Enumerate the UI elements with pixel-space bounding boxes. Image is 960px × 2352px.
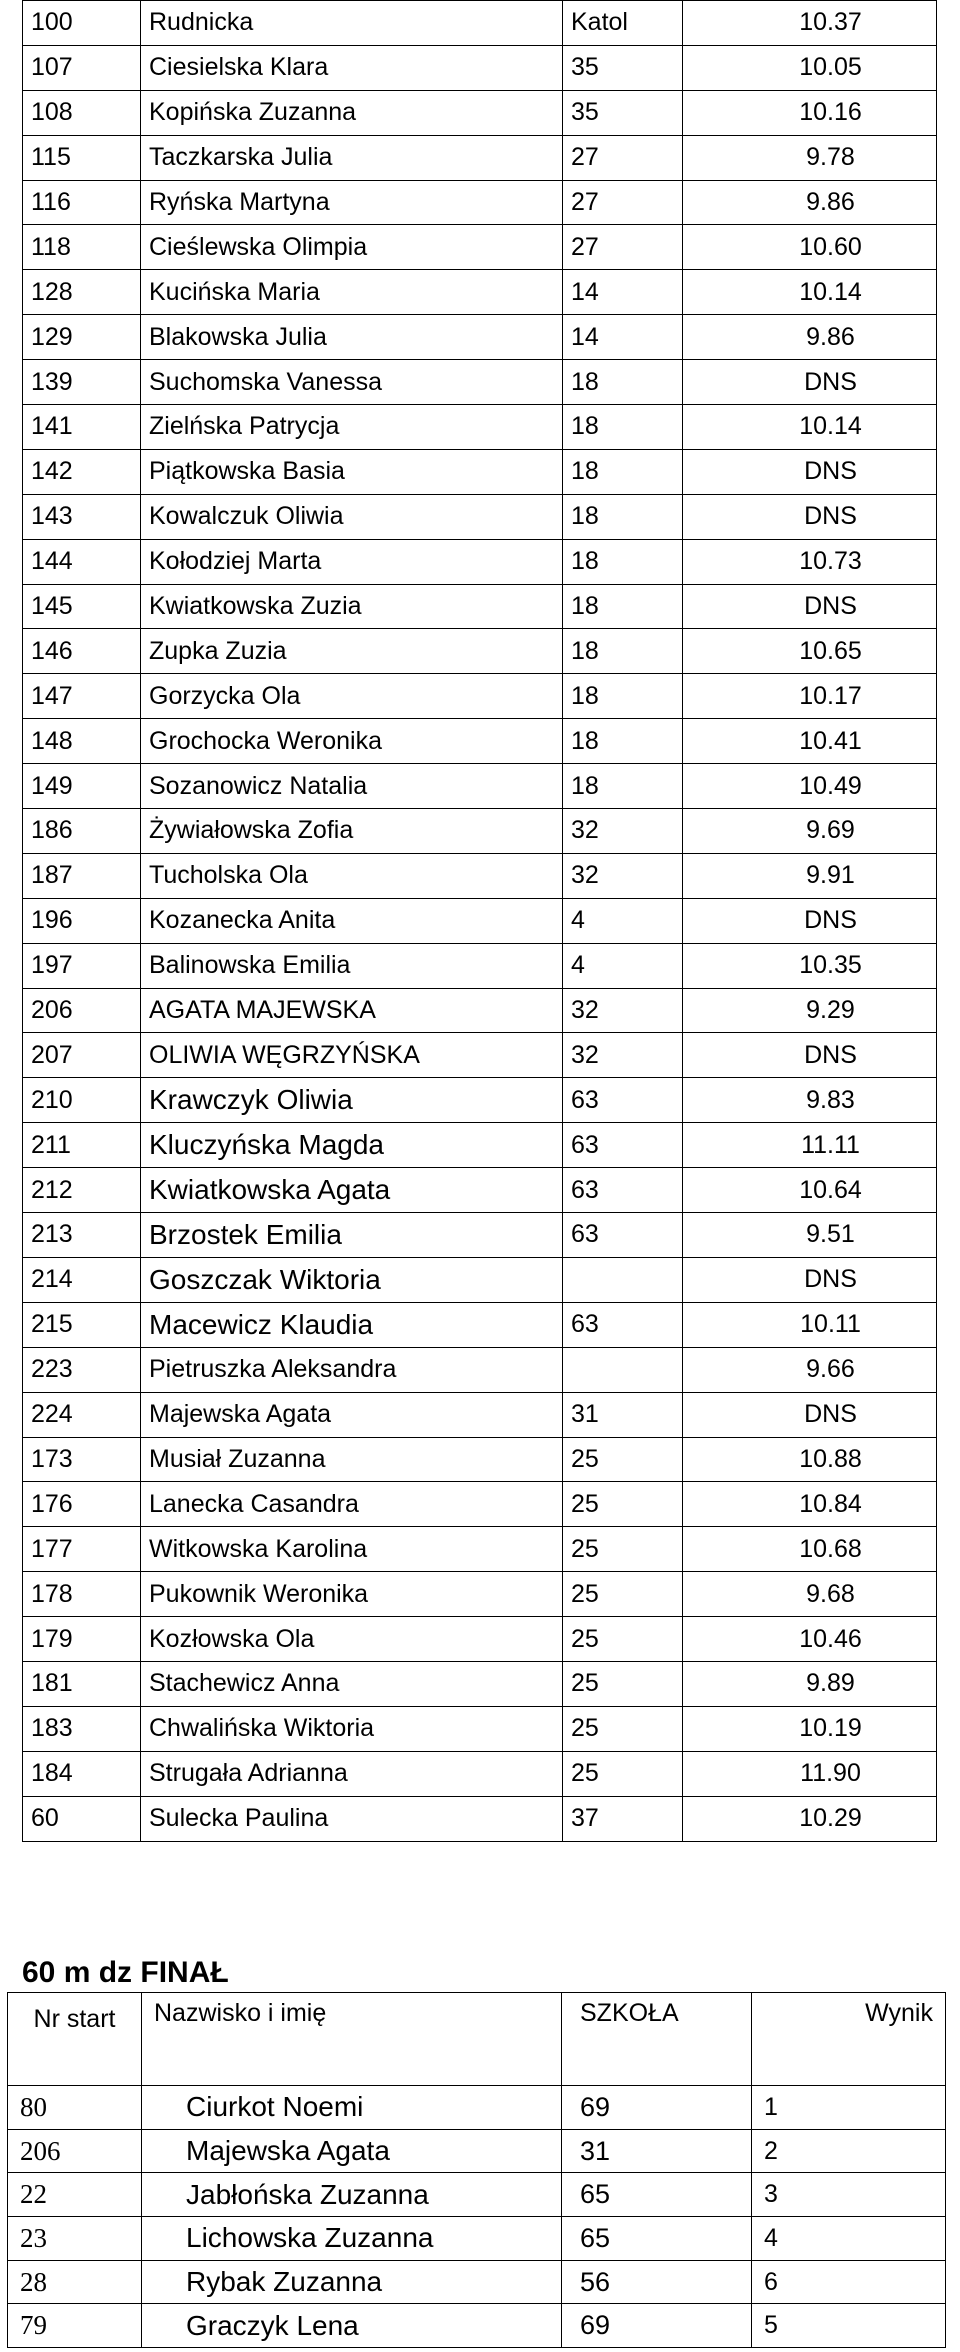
school-cell: 31 xyxy=(563,1392,683,1437)
final-place-cell: 4 xyxy=(752,2217,946,2261)
start-number-cell: 196 xyxy=(23,898,141,943)
athlete-name-cell: Piątkowska Basia xyxy=(141,449,563,494)
start-number-cell: 186 xyxy=(23,809,141,854)
start-number-cell: 187 xyxy=(23,853,141,898)
school-cell: 18 xyxy=(563,449,683,494)
school-cell: 25 xyxy=(563,1527,683,1572)
school-cell: 27 xyxy=(563,135,683,180)
final-table-row xyxy=(8,2086,946,2130)
school-cell: 25 xyxy=(563,1572,683,1617)
result-cell: 10.68 xyxy=(683,1527,937,1572)
athlete-name-cell: Kopińska Zuzanna xyxy=(141,90,563,135)
table-row xyxy=(23,45,937,90)
result-cell: 10.41 xyxy=(683,719,937,764)
final-athlete-name-cell: Ciurkot Noemi xyxy=(142,2086,562,2130)
start-number-cell: 178 xyxy=(23,1572,141,1617)
athlete-name-cell: Suchomska Vanessa xyxy=(141,360,563,405)
result-cell: DNS xyxy=(683,898,937,943)
athlete-name-cell: AGATA MAJEWSKA xyxy=(141,988,563,1033)
final-place-cell: 5 xyxy=(752,2304,946,2348)
table-row xyxy=(23,1751,937,1796)
result-cell: 9.86 xyxy=(683,315,937,360)
start-number-cell: 177 xyxy=(23,1527,141,1572)
table-row xyxy=(23,1661,937,1706)
athlete-name-cell: Goszczak Wiktoria xyxy=(141,1257,563,1302)
school-cell: 27 xyxy=(563,180,683,225)
school-cell: 63 xyxy=(563,1168,683,1213)
start-number-cell: 143 xyxy=(23,494,141,539)
table-row xyxy=(23,1347,937,1392)
result-cell: 10.46 xyxy=(683,1617,937,1662)
final-start-number-cell: 28 xyxy=(8,2260,142,2304)
athlete-name-cell: Rudnicka xyxy=(141,1,563,46)
header-school: SZKOŁA xyxy=(562,1993,752,2086)
start-number-cell: 115 xyxy=(23,135,141,180)
table-row xyxy=(23,1482,937,1527)
result-cell: 9.89 xyxy=(683,1661,937,1706)
school-cell: 18 xyxy=(563,584,683,629)
start-number-cell: 149 xyxy=(23,764,141,809)
result-cell: 9.91 xyxy=(683,853,937,898)
table-row xyxy=(23,405,937,450)
start-number-cell: 141 xyxy=(23,405,141,450)
athlete-name-cell: Musiał Zuzanna xyxy=(141,1437,563,1482)
athlete-name-cell: Kluczyńska Magda xyxy=(141,1123,563,1168)
athlete-name-cell: Kołodziej Marta xyxy=(141,539,563,584)
school-cell xyxy=(563,1347,683,1392)
table-row xyxy=(23,1572,937,1617)
athlete-name-cell: Taczkarska Julia xyxy=(141,135,563,180)
result-cell: 9.51 xyxy=(683,1213,937,1258)
final-table-body xyxy=(8,1993,946,2348)
result-cell: 10.05 xyxy=(683,45,937,90)
start-number-cell: 212 xyxy=(23,1168,141,1213)
table-row xyxy=(23,135,937,180)
final-school-cell: 56 xyxy=(562,2260,752,2304)
final-place-cell: 6 xyxy=(752,2260,946,2304)
final-start-number-cell: 79 xyxy=(8,2304,142,2348)
start-number-cell: 207 xyxy=(23,1033,141,1078)
athlete-name-cell: Kozanecka Anita xyxy=(141,898,563,943)
result-cell: DNS xyxy=(683,360,937,405)
result-cell: 9.83 xyxy=(683,1078,937,1123)
athlete-name-cell: Krawczyk Oliwia xyxy=(141,1078,563,1123)
result-cell: 9.86 xyxy=(683,180,937,225)
athlete-name-cell: Balinowska Emilia xyxy=(141,943,563,988)
athlete-name-cell: Majewska Agata xyxy=(141,1392,563,1437)
result-cell: DNS xyxy=(683,1257,937,1302)
table-row xyxy=(23,1257,937,1302)
school-cell: 18 xyxy=(563,719,683,764)
start-number-cell: 197 xyxy=(23,943,141,988)
athlete-name-cell: Pukownik Weronika xyxy=(141,1572,563,1617)
final-school-cell: 65 xyxy=(562,2217,752,2261)
start-number-cell: 213 xyxy=(23,1213,141,1258)
start-number-cell: 176 xyxy=(23,1482,141,1527)
result-cell: 10.64 xyxy=(683,1168,937,1213)
start-number-cell: 215 xyxy=(23,1302,141,1347)
school-cell: 18 xyxy=(563,405,683,450)
table-row xyxy=(23,1796,937,1841)
school-cell: 25 xyxy=(563,1617,683,1662)
school-cell: 18 xyxy=(563,539,683,584)
school-cell: 35 xyxy=(563,90,683,135)
school-cell: 4 xyxy=(563,898,683,943)
result-cell: DNS xyxy=(683,584,937,629)
results-table xyxy=(22,0,937,1842)
start-number-cell: 181 xyxy=(23,1661,141,1706)
school-cell: 63 xyxy=(563,1213,683,1258)
athlete-name-cell: Tucholska Ola xyxy=(141,853,563,898)
school-cell: 25 xyxy=(563,1706,683,1751)
athlete-name-cell: Kwiatkowska Agata xyxy=(141,1168,563,1213)
table-row xyxy=(23,584,937,629)
athlete-name-cell: Macewicz Klaudia xyxy=(141,1302,563,1347)
start-number-cell: 211 xyxy=(23,1123,141,1168)
athlete-name-cell: Zielńska Patrycja xyxy=(141,405,563,450)
school-cell: 14 xyxy=(563,315,683,360)
school-cell: 25 xyxy=(563,1661,683,1706)
result-cell: 10.65 xyxy=(683,629,937,674)
table-row xyxy=(23,1302,937,1347)
table-row xyxy=(23,988,937,1033)
table-row xyxy=(23,1,937,46)
table-row xyxy=(23,1123,937,1168)
athlete-name-cell: Cieślewska Olimpia xyxy=(141,225,563,270)
school-cell: 32 xyxy=(563,988,683,1033)
athlete-name-cell: Sulecka Paulina xyxy=(141,1796,563,1841)
table-row xyxy=(23,1527,937,1572)
result-cell: 9.78 xyxy=(683,135,937,180)
start-number-cell: 146 xyxy=(23,629,141,674)
result-cell: 10.29 xyxy=(683,1796,937,1841)
school-cell: 18 xyxy=(563,360,683,405)
school-cell: 63 xyxy=(563,1078,683,1123)
final-start-number-cell: 206 xyxy=(8,2129,142,2173)
school-cell: 4 xyxy=(563,943,683,988)
final-athlete-name-cell: Jabłońska Zuzanna xyxy=(142,2173,562,2217)
athlete-name-cell: Pietruszka Aleksandra xyxy=(141,1347,563,1392)
start-number-cell: 116 xyxy=(23,180,141,225)
table-row xyxy=(23,809,937,854)
result-cell: 10.37 xyxy=(683,1,937,46)
header-name: Nazwisko i imię xyxy=(142,1993,562,2086)
start-number-cell: 223 xyxy=(23,1347,141,1392)
start-number-cell: 129 xyxy=(23,315,141,360)
final-place-cell: 3 xyxy=(752,2173,946,2217)
start-number-cell: 128 xyxy=(23,270,141,315)
start-number-cell: 100 xyxy=(23,1,141,46)
table-row xyxy=(23,315,937,360)
final-start-number-cell: 22 xyxy=(8,2173,142,2217)
table-row xyxy=(23,764,937,809)
school-cell: 18 xyxy=(563,629,683,674)
result-cell: 10.60 xyxy=(683,225,937,270)
table-row xyxy=(23,1213,937,1258)
school-cell: 18 xyxy=(563,494,683,539)
athlete-name-cell: Stachewicz Anna xyxy=(141,1661,563,1706)
start-number-cell: 145 xyxy=(23,584,141,629)
table-row xyxy=(23,539,937,584)
athlete-name-cell: Gorzycka Ola xyxy=(141,674,563,719)
start-number-cell: 173 xyxy=(23,1437,141,1482)
result-cell: DNS xyxy=(683,494,937,539)
final-table xyxy=(7,1992,946,2348)
start-number-cell: 60 xyxy=(23,1796,141,1841)
table-row xyxy=(23,719,937,764)
final-athlete-name-cell: Rybak Zuzanna xyxy=(142,2260,562,2304)
athlete-name-cell: Ciesielska Klara xyxy=(141,45,563,90)
athlete-name-cell: Kucińska Maria xyxy=(141,270,563,315)
table-row xyxy=(23,449,937,494)
result-cell: DNS xyxy=(683,449,937,494)
final-school-cell: 69 xyxy=(562,2086,752,2130)
table-row xyxy=(23,629,937,674)
table-row xyxy=(23,225,937,270)
school-cell: 63 xyxy=(563,1302,683,1347)
athlete-name-cell: Witkowska Karolina xyxy=(141,1527,563,1572)
athlete-name-cell: Chwalińska Wiktoria xyxy=(141,1706,563,1751)
result-cell: 9.66 xyxy=(683,1347,937,1392)
table-row xyxy=(23,1033,937,1078)
start-number-cell: 184 xyxy=(23,1751,141,1796)
athlete-name-cell: Blakowska Julia xyxy=(141,315,563,360)
school-cell: Katol xyxy=(563,1,683,46)
athlete-name-cell: Ryńska Martyna xyxy=(141,180,563,225)
school-cell: 18 xyxy=(563,764,683,809)
athlete-name-cell: Strugała Adrianna xyxy=(141,1751,563,1796)
final-table-row xyxy=(8,2173,946,2217)
header-nr-start: Nr start xyxy=(8,1993,142,2086)
final-school-cell: 65 xyxy=(562,2173,752,2217)
table-row xyxy=(23,898,937,943)
athlete-name-cell: OLIWIA WĘGRZYŃSKA xyxy=(141,1033,563,1078)
result-cell: 10.49 xyxy=(683,764,937,809)
table-row xyxy=(23,360,937,405)
athlete-name-cell: Żywiałowska Zofia xyxy=(141,809,563,854)
result-cell: 11.11 xyxy=(683,1123,937,1168)
table-row xyxy=(23,1437,937,1482)
table-row xyxy=(23,1392,937,1437)
school-cell: 25 xyxy=(563,1482,683,1527)
school-cell: 25 xyxy=(563,1751,683,1796)
start-number-cell: 206 xyxy=(23,988,141,1033)
final-start-number-cell: 80 xyxy=(8,2086,142,2130)
final-table-row xyxy=(8,2217,946,2261)
table-row xyxy=(23,180,937,225)
school-cell: 37 xyxy=(563,1796,683,1841)
final-table-row xyxy=(8,2129,946,2173)
athlete-name-cell: Kowalczuk Oliwia xyxy=(141,494,563,539)
table-row xyxy=(23,270,937,315)
table-row xyxy=(23,90,937,135)
result-cell: 10.14 xyxy=(683,405,937,450)
final-school-cell: 69 xyxy=(562,2304,752,2348)
result-cell: 10.73 xyxy=(683,539,937,584)
result-cell: DNS xyxy=(683,1392,937,1437)
final-header-row xyxy=(8,1993,946,2086)
table-row xyxy=(23,1617,937,1662)
result-cell: 10.88 xyxy=(683,1437,937,1482)
athlete-name-cell: Sozanowicz Natalia xyxy=(141,764,563,809)
start-number-cell: 144 xyxy=(23,539,141,584)
result-cell: 9.29 xyxy=(683,988,937,1033)
start-number-cell: 179 xyxy=(23,1617,141,1662)
athlete-name-cell: Kwiatkowska Zuzia xyxy=(141,584,563,629)
school-cell: 27 xyxy=(563,225,683,270)
start-number-cell: 147 xyxy=(23,674,141,719)
school-cell: 35 xyxy=(563,45,683,90)
final-athlete-name-cell: Graczyk Lena xyxy=(142,2304,562,2348)
final-start-number-cell: 23 xyxy=(8,2217,142,2261)
start-number-cell: 118 xyxy=(23,225,141,270)
athlete-name-cell: Kozłowska Ola xyxy=(141,1617,563,1662)
results-table-body xyxy=(23,1,937,1842)
result-cell: 9.69 xyxy=(683,809,937,854)
start-number-cell: 224 xyxy=(23,1392,141,1437)
start-number-cell: 139 xyxy=(23,360,141,405)
result-cell: 10.14 xyxy=(683,270,937,315)
result-cell: 10.16 xyxy=(683,90,937,135)
table-row xyxy=(23,674,937,719)
header-result: Wynik xyxy=(752,1993,946,2086)
final-table-row xyxy=(8,2260,946,2304)
final-table-row xyxy=(8,2304,946,2348)
result-cell: 10.19 xyxy=(683,1706,937,1751)
start-number-cell: 210 xyxy=(23,1078,141,1123)
school-cell: 63 xyxy=(563,1123,683,1168)
school-cell: 32 xyxy=(563,853,683,898)
final-section-title: 60 m dz FINAŁ xyxy=(22,1956,229,1989)
start-number-cell: 108 xyxy=(23,90,141,135)
start-number-cell: 214 xyxy=(23,1257,141,1302)
start-number-cell: 142 xyxy=(23,449,141,494)
school-cell: 25 xyxy=(563,1437,683,1482)
result-cell: 10.17 xyxy=(683,674,937,719)
final-place-cell: 2 xyxy=(752,2129,946,2173)
result-cell: 10.35 xyxy=(683,943,937,988)
start-number-cell: 148 xyxy=(23,719,141,764)
final-place-cell: 1 xyxy=(752,2086,946,2130)
start-number-cell: 107 xyxy=(23,45,141,90)
final-athlete-name-cell: Lichowska Zuzanna xyxy=(142,2217,562,2261)
result-cell: 10.11 xyxy=(683,1302,937,1347)
result-cell: 10.84 xyxy=(683,1482,937,1527)
table-row xyxy=(23,853,937,898)
final-school-cell: 31 xyxy=(562,2129,752,2173)
school-cell: 32 xyxy=(563,809,683,854)
table-row xyxy=(23,1706,937,1751)
athlete-name-cell: Grochocka Weronika xyxy=(141,719,563,764)
school-cell: 18 xyxy=(563,674,683,719)
result-cell: DNS xyxy=(683,1033,937,1078)
athlete-name-cell: Brzostek Emilia xyxy=(141,1213,563,1258)
athlete-name-cell: Lanecka Casandra xyxy=(141,1482,563,1527)
table-row xyxy=(23,1168,937,1213)
final-athlete-name-cell: Majewska Agata xyxy=(142,2129,562,2173)
school-cell: 32 xyxy=(563,1033,683,1078)
school-cell xyxy=(563,1257,683,1302)
table-row xyxy=(23,943,937,988)
athlete-name-cell: Zupka Zuzia xyxy=(141,629,563,674)
table-row xyxy=(23,494,937,539)
result-cell: 11.90 xyxy=(683,1751,937,1796)
start-number-cell: 183 xyxy=(23,1706,141,1751)
result-cell: 9.68 xyxy=(683,1572,937,1617)
school-cell: 14 xyxy=(563,270,683,315)
table-row xyxy=(23,1078,937,1123)
